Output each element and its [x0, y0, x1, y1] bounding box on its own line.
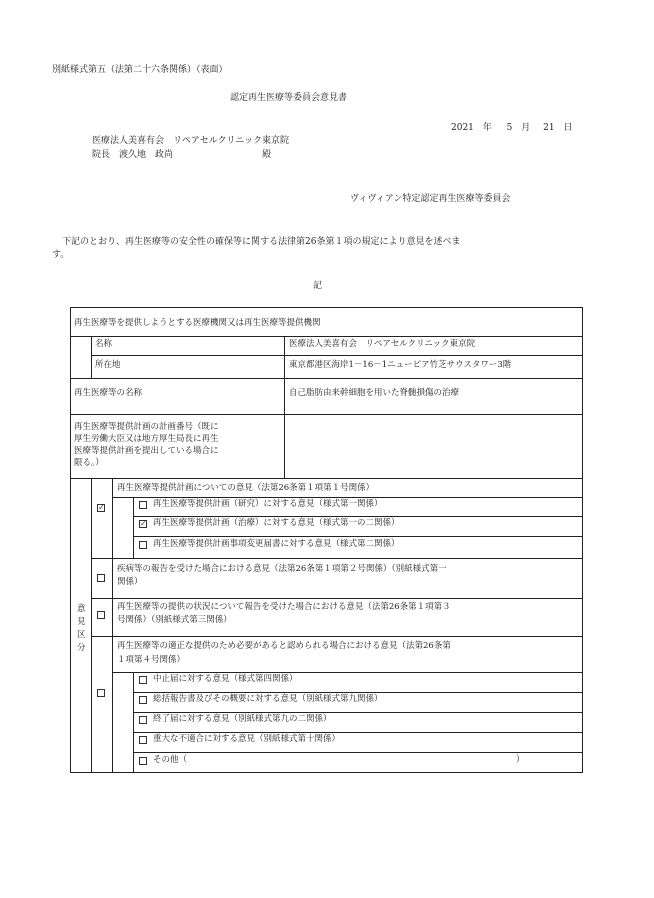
section1-item1-text: 再生医療等提供計画（研究）に対する意見（様式第一関係）: [153, 499, 383, 509]
section4-checkbox[interactable]: [97, 689, 105, 697]
section4-line2: １項第４号関係）: [117, 655, 186, 665]
section1-item2-checkbox[interactable]: ✓: [140, 519, 147, 528]
section4-item3-text: 終了届に対する意見（別紙様式第九の二関係）: [153, 714, 332, 724]
date-month: 5: [506, 123, 513, 133]
date: [451, 123, 573, 134]
opinion-form-table: [70, 307, 583, 773]
addressee-organization: 医療法人美喜有会 リペアセルクリニック東京院: [92, 136, 290, 146]
section2-line1: 疾病等の報告を受けた場合における意見（法第26条第１項第２号関係）（別紙様式第一: [117, 564, 447, 574]
section4-item4-text: 重大な不適合に対する意見（別紙様式第十関係）: [153, 734, 341, 744]
ki-label: 記: [313, 281, 323, 291]
honorific: 殿: [262, 150, 272, 160]
intro-text-line2: す。: [52, 250, 70, 260]
section1-item3-checkbox[interactable]: [139, 541, 147, 549]
section4-item1-checkbox[interactable]: [139, 676, 147, 684]
section1-item1-checkbox[interactable]: [139, 501, 147, 509]
date-year-unit: 年: [482, 123, 492, 133]
committee-name: ヴィヴィアン特定認定再生医療等委員会: [350, 194, 511, 204]
form-number: 別紙様式第五（法第二十六条関係）（表面）: [52, 65, 228, 75]
section4-item5-close: ）: [516, 755, 525, 765]
category-label-char-1: 意: [77, 604, 86, 614]
section3-line1: 再生医療等の提供の状況について報告を受けた場合における意見（法第26条第１項第３: [117, 602, 451, 612]
date-month-unit: 月: [521, 123, 531, 133]
category-label-char-4: 分: [77, 643, 86, 653]
section4-item5-checkbox[interactable]: [139, 757, 147, 765]
section4-item1-text: 中止届に対する意見（様式第四関係）: [153, 674, 298, 684]
section1-checkbox[interactable]: ✓: [98, 503, 105, 512]
plan-number-label-line1: 再生医療等提供計画の計画番号（既に: [74, 422, 219, 432]
section2-line2: 関係）: [117, 577, 143, 587]
section3-line2: 号関係）（別紙様式第三関係）: [117, 615, 232, 625]
address-label: 所在地: [95, 360, 121, 370]
section1-item3-text: 再生医療等提供計画事項変更届書に対する意見（様式第二関係）: [153, 539, 400, 549]
section2-checkbox[interactable]: [97, 574, 105, 582]
intro-text-line1: 下記のとおり、再生医療等の安全性の確保等に関する法律第26条第１項の規定により意見を述べま: [62, 237, 461, 247]
section4-item5-text: その他（: [153, 755, 188, 765]
category-label-char-2: 見: [77, 617, 86, 627]
plan-number-label-line2: 厚生労働大臣又は地方厚生局長に再生: [74, 434, 219, 444]
date-day: 21: [543, 123, 555, 133]
address-value: 東京都港区海岸1－16－1ニューピア竹芝サウスタワー3階: [289, 360, 512, 370]
section4-item2-text: 総括報告書及びその概要に対する意見（別紙様式第九関係）: [153, 694, 383, 704]
category-label-char-3: 区: [77, 630, 86, 640]
section4-item3-checkbox[interactable]: [139, 716, 147, 724]
section3-checkbox[interactable]: [97, 611, 105, 619]
provider-header: 再生医療等を提供しようとする医療機関又は再生医療等提供機関: [74, 318, 321, 328]
therapy-name-label: 再生医療等の名称: [74, 388, 143, 398]
section4-item2-checkbox[interactable]: [139, 696, 147, 704]
section1-item2-text: 再生医療等提供計画（治療）に対する意見（様式第一の二関係）: [153, 518, 400, 528]
document-title: 認定再生医療等委員会意見書: [230, 93, 348, 103]
date-year: 2021: [451, 123, 474, 133]
name-value: 医療法人美喜有会 リペアセルクリニック東京院: [289, 339, 476, 349]
plan-number-label-line3: 医療等提供計画を提出している場合に: [74, 446, 219, 456]
section4-item4-checkbox[interactable]: [139, 736, 147, 744]
name-label: 名称: [95, 339, 113, 349]
date-day-unit: 日: [563, 123, 573, 133]
therapy-name-value: 自己脂肪由来幹細胞を用いた脊髄損傷の治療: [289, 388, 460, 398]
addressee-title: 院長 渡久地 政尚: [92, 150, 174, 160]
section1-title: 再生医療等提供計画についての意見（法第26条第１項第１号関係）: [117, 483, 375, 493]
section4-line1: 再生医療等の適正な提供のため必要があると認められる場合における意見（法第26条第: [117, 641, 451, 651]
plan-number-label-line4: 限る。）: [74, 458, 104, 468]
